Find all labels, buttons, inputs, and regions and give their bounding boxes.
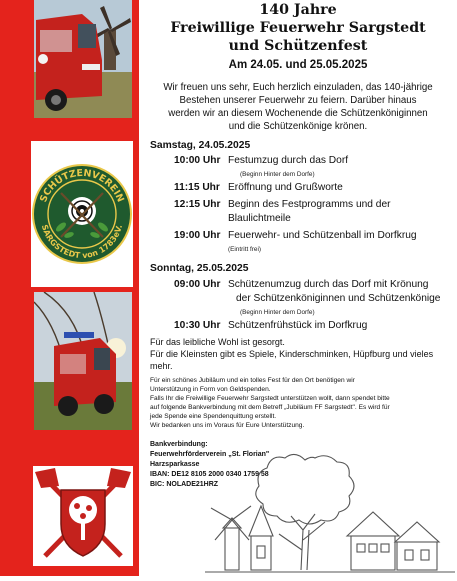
support-line-1: Für ein schönes Jubiläum und ein tolles Fest für den Ort benötigen wir	[150, 377, 355, 384]
event-text-continued: Blaulichtmeile	[228, 213, 291, 224]
event-time: 12:15 Uhr	[174, 199, 221, 210]
intro-line-1: Wir freuen uns sehr, Euch herzlich einzuladen, das 140-jährige	[163, 82, 433, 93]
event-text: Schützenfrühstück im Dorfkrug	[228, 320, 368, 331]
bank-account-name: Feuerwehrförderverein „St. Florian"	[150, 451, 270, 458]
bank-institute: Harzsparkasse	[150, 461, 200, 468]
event-note: (Eintritt frei)	[228, 246, 262, 253]
fire-department-crest	[33, 466, 133, 566]
emblem-bottom-text: SARGSTEDT von 1783eV.	[39, 223, 125, 261]
house-icon	[347, 512, 439, 570]
emblem-top-text: SCHÜTZENVEREIN	[38, 167, 126, 204]
bank-heading: Bankverbindung:	[150, 441, 208, 448]
fire-truck-photo-bottom	[34, 292, 132, 430]
fire-truck-photo-top	[34, 0, 132, 118]
windmill-icon	[211, 506, 251, 570]
event-time: 09:00 Uhr	[174, 279, 221, 290]
support-line-3: Falls Ihr die Freiwillige Feuerwehr Sargstedt unterstützen wollt, dann spendet bitte	[150, 395, 390, 402]
wellbeing-line-1: Für das leibliche Wohl ist gesorgt.	[150, 337, 285, 347]
bank-bic: BIC: NOLADE21HRZ	[150, 481, 219, 488]
sunday-heading: Sonntag, 25.05.2025	[150, 263, 249, 274]
support-line-2: Unterstützung in Form von Geldspenden.	[150, 386, 271, 393]
bank-iban: IBAN: DE12 8105 2000 0340 1759 58	[150, 471, 269, 478]
shooting-club-emblem	[31, 141, 133, 287]
event-text: Beginn des Festprogramms und der	[228, 199, 391, 210]
wellbeing-line-3: mehr.	[150, 361, 173, 371]
event-note: (Beginn Hinter dem Dorfe)	[240, 171, 315, 178]
support-line-5: jede Spende eine Spendenquittung erstellt.	[150, 413, 277, 420]
event-time: 10:00 Uhr	[174, 155, 221, 166]
event-text: Feuerwehr- und Schützenball im Dorfkrug	[228, 230, 417, 241]
support-line-6: Wir bedanken uns im Voraus für Eure Unterstützung.	[150, 422, 305, 429]
event-text: Festumzug durch das Dorf	[228, 155, 349, 166]
intro-line-4: und die Schützenkönige krönen.	[228, 121, 368, 132]
support-line-4: auf folgende Bankverbindung mit dem Betreff „Jubiläum FF Sargstedt". Es wird für	[150, 404, 390, 411]
wellbeing-line-2: Für die Kleinsten gibt es Spiele, Kinderschminken, Hüpfburg und vieles	[150, 349, 434, 359]
title-line-2: Freiwillige Feuerwehr Sargstedt	[170, 20, 426, 36]
event-text: Eröffnung und Grußworte	[228, 182, 343, 193]
saturday-heading: Samstag, 24.05.2025	[150, 140, 251, 151]
church-icon	[249, 506, 273, 570]
village-illustration	[205, 450, 455, 576]
target-icon	[68, 197, 96, 225]
title-line-1: 140 Jahre	[259, 2, 337, 18]
event-time: 11:15 Uhr	[174, 182, 220, 193]
intro-line-3: werden wir an diesem Wochenende die Schützenköniginnen	[168, 108, 428, 119]
event-dates: Am 24.05. und 25.05.2025	[228, 59, 368, 71]
event-note: (Beginn Hinter dem Dorfe)	[240, 309, 315, 316]
intro-line-2: Bestehen unserer Feuerwehr zu feiern. Darüber hinaus	[179, 95, 417, 106]
event-text-continued: der Schützenköniginnen und Schützenkönige	[236, 293, 441, 304]
title-line-3: und Schützenfest	[228, 38, 368, 54]
event-time: 10:30 Uhr	[174, 320, 221, 331]
event-text: Schützenumzug durch das Dorf mit Krönung	[228, 279, 429, 290]
event-time: 19:00 Uhr	[174, 230, 221, 241]
